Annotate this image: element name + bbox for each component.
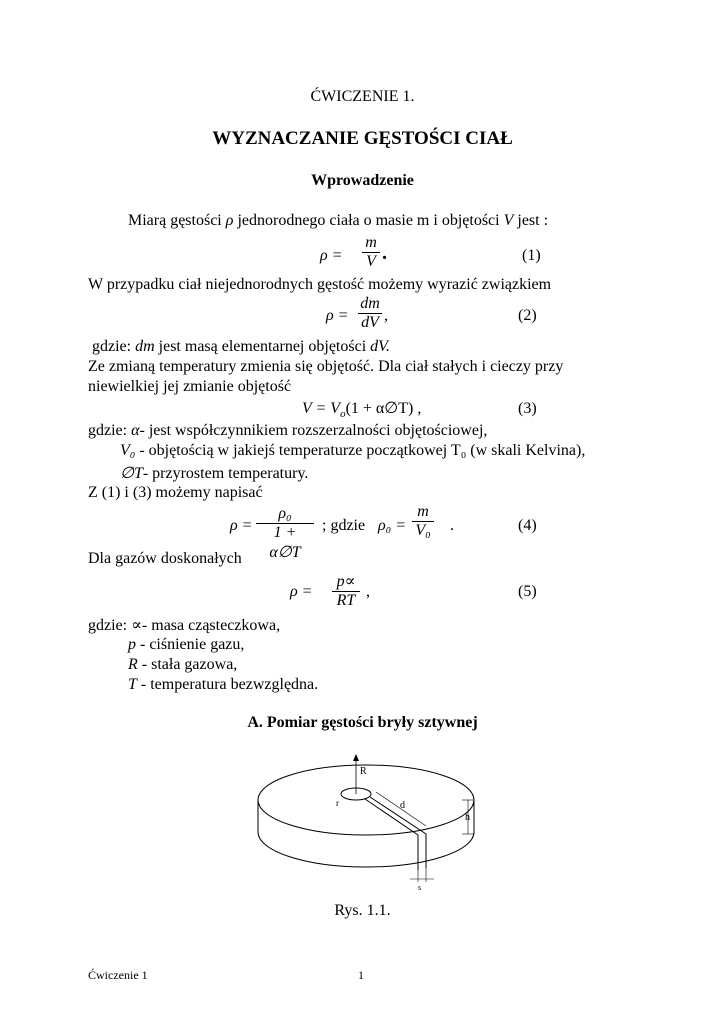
section-heading: Wprowadzenie (311, 172, 414, 189)
paragraph-temperature-2: niewielkiej jej zmianie objętość (88, 378, 292, 395)
equation-2-comma: , (384, 307, 388, 324)
equation-4-fraction: ρ₀ 1 + α∅T (256, 505, 314, 562)
equation-4-where: ; gdzie (322, 517, 366, 534)
equation-5-comma: , (366, 583, 370, 600)
equation-1-fraction: m V (362, 234, 380, 271)
where-delta-t: ∅T- przyrostem temperatury. (120, 465, 309, 482)
exercise-number: ĆWICZENIE 1. (310, 88, 415, 105)
equation-5-fraction: p∝ RT (332, 571, 360, 610)
equation-5: ρ = (290, 583, 313, 600)
equation-3: $V = V_o(1$ + α∅T) , (302, 400, 422, 421)
paragraph-nonuniform: W przypadku ciał niejednorodnych gęstość możemy wyrazić związkiem (88, 276, 552, 293)
equation-1-label: (1) (522, 247, 541, 264)
figure-caption: Rys. 1.1. (334, 902, 391, 919)
equation-4-rho0: ρ₀ = (378, 517, 407, 534)
equation-2-label: (2) (518, 307, 537, 324)
figure-label-R: R (360, 766, 367, 777)
where-v0: V₀ - objętością w jakiejś temperaturze początkowej T₀ (w skali Kelvina), (120, 442, 586, 459)
equation-2-fraction: dm dV (358, 295, 382, 332)
footer-left: Ćwiczenie 1 (88, 968, 148, 982)
paragraph-temperature-1: Ze zmianą temperatury zmienia się objętość. Dla ciał stałych i cieczy przy (88, 358, 564, 375)
where-pressure: p - ciśnienie gazu, (128, 636, 245, 653)
equation-3-label: (3) (518, 400, 537, 417)
figure-label-r: r (336, 798, 339, 808)
where-gas-constant: R - stała gazowa, (128, 656, 238, 673)
equation-1: ρ = (320, 247, 343, 264)
figure-label-s: s (418, 883, 422, 892)
equation-4-label: (4) (518, 517, 537, 534)
equation-1-dot: . (382, 242, 387, 264)
paragraph-combine: Z (1) i (3) możemy napisać (88, 484, 263, 501)
paragraph-ideal-gas: Dla gazów doskonałych (88, 550, 242, 567)
equation-4: ρ = (230, 517, 253, 534)
where-temperature: T - temperatura bezwzględna. (128, 676, 319, 693)
where-dm: gdzie: dm jest masą elementarnej objętości dV. (92, 338, 390, 355)
where-alpha: gdzie: α- jest współczynnikiem rozszerzalności objętościowej, (88, 422, 488, 439)
figure-label-h: h (465, 812, 470, 823)
section-a-heading: A. Pomiar gęstości bryły sztywnej (247, 714, 478, 731)
equation-4-fraction-2: m V₀ (412, 503, 434, 540)
equation-4-dot: . (450, 517, 454, 534)
equation-5-label: (5) (518, 583, 537, 600)
figure-label-d: d (400, 800, 405, 811)
document-title: WYZNACZANIE GĘSTOŚCI CIAŁ (212, 128, 513, 149)
where-molar-mass: gdzie: ∝- masa cząsteczkowa, (88, 617, 281, 634)
intro-paragraph: Miarą gęstości ρ jednorodnego ciała o masie m i objętości V jest : (128, 212, 549, 229)
disk-figure (250, 752, 485, 892)
page-number: 1 (358, 968, 364, 982)
equation-2: ρ = (326, 307, 349, 324)
